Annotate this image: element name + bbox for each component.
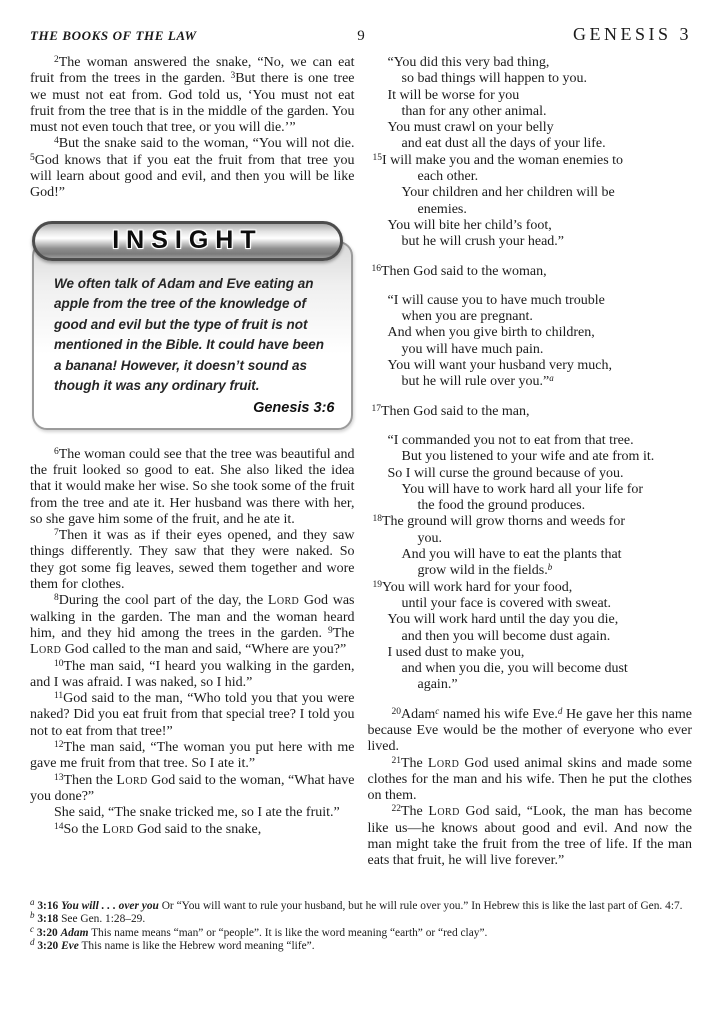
footnote-ref: a — [30, 896, 35, 907]
running-head — [30, 24, 692, 45]
poem-line: $^{18}$The ground will grow thorns and weeds for — [372, 514, 626, 530]
verse-number: 18 — [372, 514, 382, 525]
two-column-text — [30, 55, 692, 870]
verse-paragraph: $^{13}$Then the Lord God said to the woman, “What have you done?” — [30, 772, 355, 804]
footnote-ref: c — [30, 923, 34, 934]
poem-line: And when you give birth to children, — [387, 325, 595, 341]
poem-line: you will have much pain. — [401, 341, 544, 357]
divine-name: Lord — [267, 593, 300, 609]
poem-line: enemies. — [417, 201, 467, 217]
poem-line: so bad things will happen to you. — [401, 71, 587, 87]
page-number: 9 — [357, 28, 365, 44]
verse-number: 8 — [54, 593, 59, 604]
poem-stanza — [368, 293, 693, 391]
insight-text: We often talk of Adam and Eve eating an apple from the tree of the knowledge of good and evil but the type of fruit is not mentioned in the Bible. It could have been a banana! However, it doesn’t sound as though it was any ordinary fruit. — [54, 275, 325, 394]
footnote: $^b$ 3:18 See Gen. 1:28–29. — [30, 910, 146, 926]
footnote-ref: a — [549, 373, 554, 384]
verse-paragraph: $^7$Then it was as if their eyes opened, and they saw things differently. They saw that they were naked. So they got some fig leaves, sewed them together and wore them for clothes. — [30, 528, 355, 593]
poem-line: until your face is covered with sweat. — [401, 595, 612, 611]
verse-number: 3 — [230, 71, 236, 82]
poem-line: and when you die, you will become dust — [401, 661, 628, 677]
verse-number: 4 — [54, 136, 59, 147]
insight-reference: Genesis 3:6 — [253, 399, 335, 416]
footnote-verse-ref: 3:18 — [34, 913, 62, 926]
verse-number: 13 — [54, 772, 64, 783]
footnote: $^c$ 3:20 Adam This name means “man” or “people”. It is like the word meaning “earth” or “red clay”. — [30, 923, 488, 939]
poem-line: grow wild in the fields.$^b$ — [417, 562, 553, 579]
verse-number: 12 — [54, 740, 64, 751]
verse-number: 16 — [371, 263, 381, 274]
poem-line: but he will crush your head.” — [401, 234, 565, 250]
verse-number: 19 — [372, 579, 382, 590]
insight-title: INSIGHT — [112, 226, 263, 255]
verse-paragraph: $^{12}$The man said, “The woman you put here with me gave me fruit from that tree. So I ate it.” — [30, 740, 355, 772]
poem-line: You will have to work hard all your life for — [401, 481, 644, 497]
poem-line: $^{19}$You will work hard for your food, — [372, 579, 573, 595]
footnote-ref: d — [557, 705, 563, 716]
divine-name: Lord — [102, 821, 134, 837]
poem-line: Your children and her children will be — [401, 185, 615, 201]
section-title: THE BOOKS OF THE LAW — [30, 28, 197, 43]
verse-number: 2 — [54, 55, 59, 65]
insight-body — [32, 241, 353, 430]
footnote-lemma: Adam — [60, 926, 89, 939]
poem-line: but he will rule over you.”$^a$ — [401, 373, 554, 390]
poem-line: and eat dust all the days of your life. — [401, 136, 606, 152]
footnote-ref: c — [435, 705, 440, 716]
poem-line: “I will cause you to have much trouble — [387, 292, 605, 308]
poem-line: you. — [417, 530, 442, 546]
verses-after-insight — [30, 447, 355, 838]
insight-header-pill — [32, 221, 343, 261]
divine-name: Lord — [116, 772, 148, 788]
verse-paragraph: $^2$The woman answered the snake, “No, we can eat fruit from the trees in the garden. $^3$But there is one tree we must not eat from. God told us, ‘You must not eat fruit from the tree that is in the middle of the garden. You must not even touch that tree, or you will die.’” — [30, 55, 355, 136]
poem-line: $^{15}$I will make you and the woman enemies to — [372, 152, 624, 168]
verse-paragraph: $^{22}$The Lord God said, “Look, the man has become like us—he knows about good and evil. And now the man might take the fruit from the tree of life. If the man eats that fruit, he will live forever.” — [367, 804, 693, 869]
footnote: $^a$ 3:16 You will . . . over you Or “You will want to rule your husband, but he will rule over you.” In Hebrew this is like the last part of Gen. 4:7. — [30, 896, 683, 912]
verse-paragraph: $^4$But the snake said to the woman, “You will not die. $^5$God knows that if you eat the fruit from that tree you will learn about good and evil, and then you will be like God!” — [30, 136, 355, 201]
left-column — [30, 55, 355, 870]
verse-paragraph: $^{16}$Then God said to the woman, — [371, 263, 547, 279]
verse-paragraph: $^8$During the cool part of the day, the Lord God was walking in the garden. The man and the woman heard him, and they hid among the trees in the garden. $^9$The Lord God called to the man and said, “Where are you?” — [30, 593, 355, 658]
poem-line: I used dust to make you, — [387, 644, 525, 660]
insight-box — [32, 221, 353, 430]
verse-number: 11 — [54, 691, 64, 702]
footnote: $^d$ 3:20 Eve This name is like the Hebrew word meaning “life”. — [30, 937, 315, 953]
footnote-ref: d — [30, 937, 35, 948]
footnote-ref: b — [547, 562, 553, 573]
poem-line: each other. — [417, 169, 479, 185]
footnote-verse-ref: 3:20 — [34, 940, 62, 953]
verses-before-insight — [30, 55, 355, 202]
poem-line: And you will have to eat the plants that — [401, 547, 622, 563]
poem-line: You will bite her child’s foot, — [387, 217, 552, 233]
verse-number: 20 — [391, 706, 401, 717]
poem-line: It will be worse for you — [387, 87, 520, 103]
footnote-ref: b — [30, 910, 35, 921]
verse-number: 15 — [372, 152, 382, 163]
verse-number: 14 — [54, 821, 64, 832]
poem-line: You will work hard until the day you die, — [387, 612, 619, 628]
book-chapter-title: GENESIS 3 — [572, 24, 692, 44]
poem-line: You will want your husband very much, — [387, 358, 613, 374]
poem-line: But you listened to your wife and ate from it. — [401, 449, 655, 465]
poem-stanza — [368, 55, 693, 251]
verse-number: 21 — [391, 755, 401, 766]
verse-paragraph: $^{21}$The Lord God used animal skins and made some clothes for the man and his wife. Then he put the clothes on them. — [367, 755, 692, 804]
verse-number: 6 — [54, 446, 59, 457]
verse-paragraph: $^{20}$Adam$^c$ named his wife Eve.$^d$ He gave her this name because Eve would be the mother of everyone who ever lived. — [367, 705, 692, 755]
verse-paragraph: $^{10}$The man said, “I heard you walking in the garden, and I was afraid. I was naked, so I hid.” — [30, 658, 355, 690]
footnote-lemma: Eve — [61, 940, 79, 953]
poem-line: when you are pregnant. — [401, 309, 533, 325]
right-column-verses — [368, 55, 693, 870]
divine-name: Lord — [30, 642, 62, 658]
divine-name: Lord — [428, 804, 460, 820]
verse-number: 9 — [327, 625, 333, 636]
verse-paragraph: She said, “The snake tricked me, so I ate the fruit.” — [54, 805, 340, 821]
poem-line: the food the ground produces. — [417, 498, 586, 514]
verse-paragraph: $^{17}$Then God said to the man, — [371, 403, 530, 419]
verse-number: 7 — [54, 528, 59, 539]
verse-paragraph: $^6$The woman could see that the tree was beautiful and the fruit looked so good to eat. She also liked the idea that it would make her wise. So she took some of the fruit from the tree and ate it. Her husband was there with her, so she gave him some of the fruit, and he ate it. — [30, 446, 355, 527]
footnote-verse-ref: 3:16 — [34, 899, 62, 912]
footnote-lemma: You will . . . over you — [61, 899, 159, 912]
poem-stanza — [368, 433, 693, 694]
poem-line: than for any other animal. — [401, 103, 547, 119]
poem-line: So I will curse the ground because of you. — [387, 465, 624, 481]
verse-number: 22 — [391, 804, 401, 815]
footnotes-section — [30, 896, 692, 954]
verse-number: 5 — [30, 152, 35, 163]
poem-line: and then you will become dust again. — [401, 628, 611, 644]
poem-line: again.” — [417, 677, 458, 693]
poem-line: “You did this very bad thing, — [387, 55, 550, 70]
poem-line: “I commanded you not to eat from that tree. — [387, 432, 634, 448]
divine-name: Lord — [427, 755, 460, 771]
right-column — [368, 55, 693, 870]
verse-paragraph: $^{14}$So the Lord God said to the snake, — [54, 821, 262, 837]
verse-number: 10 — [54, 658, 64, 669]
footnote-verse-ref: 3:20 — [34, 926, 61, 939]
verse-paragraph: $^{11}$God said to the man, “Who told you that you were naked? Did you eat fruit from that special tree? I told you not to eat from that tree!” — [30, 691, 355, 739]
poem-line: You must crawl on your belly — [387, 120, 554, 136]
verse-number: 17 — [371, 403, 381, 414]
